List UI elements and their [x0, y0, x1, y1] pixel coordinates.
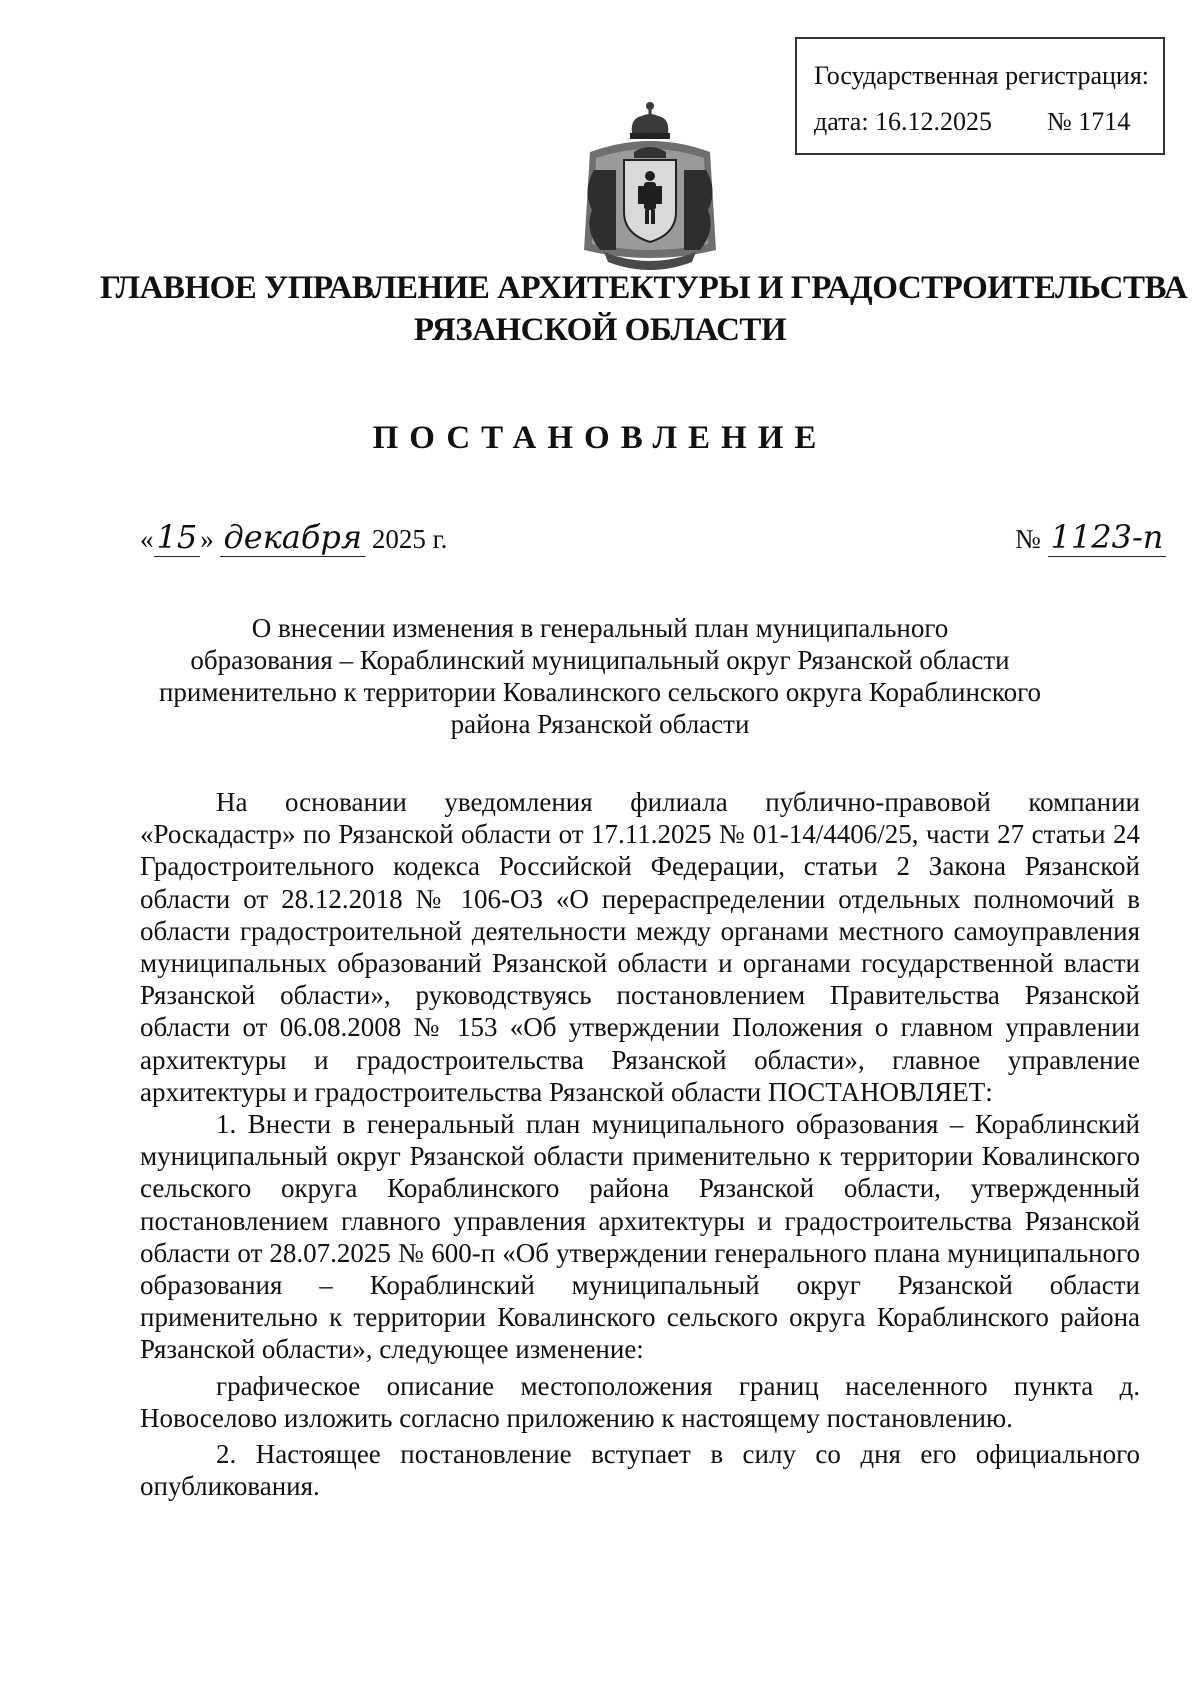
- date-year: 2025 г.: [371, 524, 448, 554]
- preamble-paragraph: На основании уведомления филиала публично-правовой компании «Роскадастр» по Рязанской области от 17.11.2025 № 01-14/4406/25, части 27 статьи 24 Градостроительного кодекса Российской Федерации, статьи 2 Закона Рязанской области от 28.12.2018 № 106-ОЗ «О перераспределении отдельных полномочий в области градостроительной деятельности между органами местного самоуправления муниципальных образований Рязанской области и органами государственной власти Рязанской области», руководствуясь постановлением Правительства Рязанской области от 06.08.2008 № 153 «Об утверждении Положения о главном управлении архитектуры и градостроительства Рязанской области», главное управление архитектуры и градостроительства Рязанской области ПОСТАНОВЛЯЕТ:: [140, 787, 1140, 1107]
- document-body: [140, 786, 1140, 1502]
- registration-number: № 1714: [1047, 107, 1131, 136]
- item-1-change-paragraph: графическое описание местоположения границ населенного пункта д. Новоселово изложить согласно приложению к настоящему постановлению.: [140, 1370, 1140, 1433]
- title-line: района Рязанской области: [450, 709, 750, 739]
- date-day: 15: [154, 518, 201, 557]
- registration-date: дата: 16.12.2025: [814, 107, 993, 136]
- document-number: [1015, 518, 1166, 556]
- document-type: ПОСТАНОВЛЕНИЕ: [372, 420, 828, 456]
- agency-name-line2: РЯЗАНСКОЙ ОБЛАСТИ: [413, 312, 787, 348]
- number-prefix: №: [1015, 524, 1041, 554]
- title-line: применительно к территории Ковалинского сельского округа Кораблинского: [158, 677, 1042, 707]
- registration-title: Государственная регистрация:: [814, 61, 1150, 90]
- date-close-quote: »: [200, 524, 214, 554]
- coat-of-arms-icon: [574, 100, 726, 278]
- title-line: О внесении изменения в генеральный план муниципального: [251, 613, 949, 643]
- agency-name-line1: ГЛАВНОЕ УПРАВЛЕНИЕ АРХИТЕКТУРЫ И ГРАДОСТРОИТЕЛЬСТВА: [100, 270, 1188, 306]
- title-line: образования – Кораблинский муниципальный округ Рязанской области: [190, 645, 1010, 675]
- date-open-quote: «: [140, 524, 154, 554]
- item-1-paragraph: 1. Внести в генеральный план муниципального образования – Кораблинский муниципальный округ Рязанской области применительно к территории Ковалинского сельского округа Кораблинского района Рязанской области, утвержденный постановлением главного управления архитектуры и градостроительства Рязанской области от 28.07.2025 № 600-п «Об утверждении генерального плана муниципального образования – Кораблинский муниципальный округ Рязанской области применительно к территории Ковалинского сельского округа Кораблинского района Рязанской области», следующее изменение:: [140, 1109, 1140, 1365]
- document-title: [100, 612, 1100, 740]
- document-date: [140, 518, 447, 556]
- number-value: 1123-п: [1048, 518, 1167, 557]
- date-month: декабря: [220, 518, 365, 557]
- registration-stamp: [795, 37, 1165, 155]
- item-2-paragraph: 2. Настоящее постановление вступает в силу со дня его официального опубликования.: [140, 1439, 1140, 1502]
